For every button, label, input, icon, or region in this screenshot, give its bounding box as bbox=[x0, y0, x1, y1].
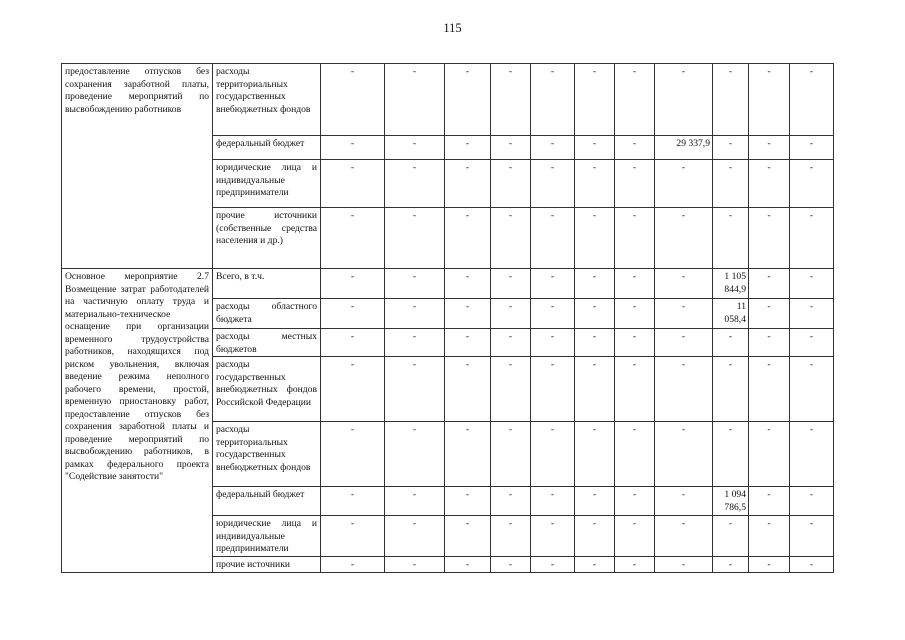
value-cell: - bbox=[749, 357, 790, 422]
value-cell: - bbox=[615, 329, 655, 357]
value-cell: - bbox=[445, 557, 491, 573]
value-cell: - bbox=[531, 269, 575, 299]
value-cell: - bbox=[445, 136, 491, 160]
value-cell: - bbox=[749, 208, 790, 269]
value-cell: - bbox=[749, 557, 790, 573]
value-cell: - bbox=[385, 160, 445, 208]
value-cell: - bbox=[575, 516, 615, 557]
value-cell: - bbox=[790, 422, 834, 487]
value-cell: - bbox=[713, 357, 749, 422]
value-cell: - bbox=[790, 329, 834, 357]
value-cell: - bbox=[385, 422, 445, 487]
value-cell: - bbox=[713, 516, 749, 557]
value-cell: - bbox=[321, 329, 385, 357]
value-cell: - bbox=[491, 557, 531, 573]
value-cell: - bbox=[749, 299, 790, 329]
value-cell: - bbox=[491, 136, 531, 160]
value-cell: - bbox=[655, 487, 713, 516]
value-cell: - bbox=[491, 329, 531, 357]
value-cell: - bbox=[321, 422, 385, 487]
value-cell: - bbox=[385, 487, 445, 516]
funding-source-cell: расходы территориальных государственных внебюджетных фондов bbox=[213, 64, 321, 136]
funding-source-cell: юридические лица и индивидуальные предприниматели bbox=[213, 516, 321, 557]
value-cell: - bbox=[575, 357, 615, 422]
funding-source-cell: Всего, в т.ч. bbox=[213, 269, 321, 299]
value-cell: - bbox=[615, 422, 655, 487]
value-cell: - bbox=[655, 516, 713, 557]
value-cell: - bbox=[531, 160, 575, 208]
funding-source-cell: расходы государственных внебюджетных фондов Российской Федерации bbox=[213, 357, 321, 422]
value-cell: - bbox=[531, 487, 575, 516]
value-cell: - bbox=[321, 208, 385, 269]
value-cell: - bbox=[445, 357, 491, 422]
value-cell: - bbox=[713, 160, 749, 208]
value-cell: - bbox=[385, 516, 445, 557]
funding-source-cell: прочие источники bbox=[213, 557, 321, 573]
value-cell: - bbox=[445, 299, 491, 329]
funding-source-cell: расходы местных бюджетов bbox=[213, 329, 321, 357]
funding-source-cell: федеральный бюджет bbox=[213, 136, 321, 160]
value-cell: - bbox=[531, 299, 575, 329]
value-cell: - bbox=[321, 160, 385, 208]
value-cell: - bbox=[615, 299, 655, 329]
value-cell: - bbox=[655, 299, 713, 329]
value-cell: - bbox=[445, 422, 491, 487]
value-cell: - bbox=[790, 269, 834, 299]
value-cell: - bbox=[445, 487, 491, 516]
value-cell: - bbox=[655, 357, 713, 422]
value-cell: 29 337,9 bbox=[655, 136, 713, 160]
value-cell: 11 058,4 bbox=[713, 299, 749, 329]
value-cell: - bbox=[749, 269, 790, 299]
value-cell: - bbox=[385, 269, 445, 299]
value-cell: - bbox=[749, 64, 790, 136]
value-cell: - bbox=[713, 422, 749, 487]
value-cell: - bbox=[531, 557, 575, 573]
value-cell: - bbox=[655, 557, 713, 573]
funding-source-cell: федеральный бюджет bbox=[213, 487, 321, 516]
value-cell: - bbox=[385, 357, 445, 422]
value-cell: - bbox=[790, 487, 834, 516]
value-cell: - bbox=[531, 136, 575, 160]
value-cell: - bbox=[655, 422, 713, 487]
value-cell: - bbox=[749, 516, 790, 557]
value-cell: - bbox=[615, 357, 655, 422]
value-cell: - bbox=[713, 136, 749, 160]
value-cell: - bbox=[445, 516, 491, 557]
value-cell: - bbox=[385, 557, 445, 573]
value-cell: - bbox=[445, 208, 491, 269]
value-cell: - bbox=[575, 269, 615, 299]
value-cell: - bbox=[575, 136, 615, 160]
value-cell: - bbox=[491, 422, 531, 487]
value-cell: - bbox=[655, 64, 713, 136]
value-cell: - bbox=[790, 160, 834, 208]
value-cell: - bbox=[385, 208, 445, 269]
value-cell: - bbox=[491, 516, 531, 557]
value-cell: - bbox=[615, 208, 655, 269]
value-cell: - bbox=[655, 269, 713, 299]
value-cell: - bbox=[531, 422, 575, 487]
value-cell: - bbox=[531, 357, 575, 422]
value-cell: - bbox=[790, 516, 834, 557]
value-cell: - bbox=[575, 329, 615, 357]
value-cell: - bbox=[445, 269, 491, 299]
value-cell: - bbox=[531, 64, 575, 136]
funding-source-cell: расходы областного бюджета bbox=[213, 299, 321, 329]
value-cell: - bbox=[321, 487, 385, 516]
value-cell: - bbox=[749, 487, 790, 516]
value-cell: - bbox=[790, 136, 834, 160]
value-cell: - bbox=[655, 329, 713, 357]
table-row bbox=[62, 269, 834, 299]
value-cell: - bbox=[321, 64, 385, 136]
value-cell: - bbox=[531, 208, 575, 269]
value-cell: - bbox=[790, 208, 834, 269]
value-cell: - bbox=[445, 329, 491, 357]
value-cell: - bbox=[321, 269, 385, 299]
value-cell: - bbox=[790, 64, 834, 136]
value-cell: - bbox=[575, 487, 615, 516]
value-cell: - bbox=[615, 516, 655, 557]
value-cell: - bbox=[790, 557, 834, 573]
value-cell: - bbox=[575, 64, 615, 136]
measure-cell: предоставление отпусков без сохранения заработной платы, проведение мероприятий по высвобождению работников bbox=[62, 64, 213, 269]
value-cell: - bbox=[713, 329, 749, 357]
value-cell: - bbox=[491, 357, 531, 422]
value-cell: - bbox=[491, 269, 531, 299]
value-cell: 1 105 844,9 bbox=[713, 269, 749, 299]
value-cell: - bbox=[749, 136, 790, 160]
value-cell: - bbox=[790, 357, 834, 422]
table-row bbox=[62, 64, 834, 136]
value-cell: - bbox=[385, 329, 445, 357]
value-cell: - bbox=[575, 422, 615, 487]
value-cell: - bbox=[491, 487, 531, 516]
value-cell: - bbox=[615, 487, 655, 516]
value-cell: - bbox=[321, 357, 385, 422]
value-cell: - bbox=[713, 64, 749, 136]
value-cell: - bbox=[615, 64, 655, 136]
value-cell: - bbox=[575, 160, 615, 208]
value-cell: - bbox=[790, 299, 834, 329]
value-cell: - bbox=[749, 422, 790, 487]
value-cell: - bbox=[531, 516, 575, 557]
value-cell: - bbox=[615, 160, 655, 208]
value-cell: - bbox=[575, 208, 615, 269]
value-cell: - bbox=[491, 299, 531, 329]
value-cell: - bbox=[385, 64, 445, 136]
funding-source-cell: расходы территориальных государственных внебюджетных фондов bbox=[213, 422, 321, 487]
value-cell: - bbox=[749, 160, 790, 208]
value-cell: - bbox=[655, 208, 713, 269]
value-cell: - bbox=[713, 557, 749, 573]
value-cell: - bbox=[615, 557, 655, 573]
budget-table bbox=[61, 63, 834, 573]
measure-cell: Основное мероприятие 2.7 Возмещение затрат работодателей на частичную оплату труда и материально-техническое оснащение при организации временного трудоустройства работников, находящихся под риском увольнения, включая введение режима неполного рабочего времени, простой, временную приостановку работ, предоставление отпусков без сохранения заработной платы и проведение мероприятий по высвобождению работников, в рамках федерального проекта "Содействие занятости" bbox=[62, 269, 213, 573]
value-cell: - bbox=[321, 557, 385, 573]
value-cell: - bbox=[445, 160, 491, 208]
value-cell: - bbox=[491, 160, 531, 208]
value-cell: - bbox=[655, 160, 713, 208]
value-cell: - bbox=[615, 136, 655, 160]
value-cell: - bbox=[321, 136, 385, 160]
table-body bbox=[62, 64, 834, 573]
funding-source-cell: прочие источники (собственные средства населения и др.) bbox=[213, 208, 321, 269]
value-cell: - bbox=[445, 64, 491, 136]
value-cell: - bbox=[531, 329, 575, 357]
value-cell: 1 094 786,5 bbox=[713, 487, 749, 516]
value-cell: - bbox=[491, 64, 531, 136]
value-cell: - bbox=[321, 516, 385, 557]
value-cell: - bbox=[575, 299, 615, 329]
value-cell: - bbox=[385, 136, 445, 160]
value-cell: - bbox=[491, 208, 531, 269]
value-cell: - bbox=[575, 557, 615, 573]
value-cell: - bbox=[713, 208, 749, 269]
value-cell: - bbox=[749, 329, 790, 357]
funding-source-cell: юридические лица и индивидуальные предприниматели bbox=[213, 160, 321, 208]
value-cell: - bbox=[321, 299, 385, 329]
page-number: 115 bbox=[443, 21, 462, 35]
value-cell: - bbox=[385, 299, 445, 329]
value-cell: - bbox=[615, 269, 655, 299]
